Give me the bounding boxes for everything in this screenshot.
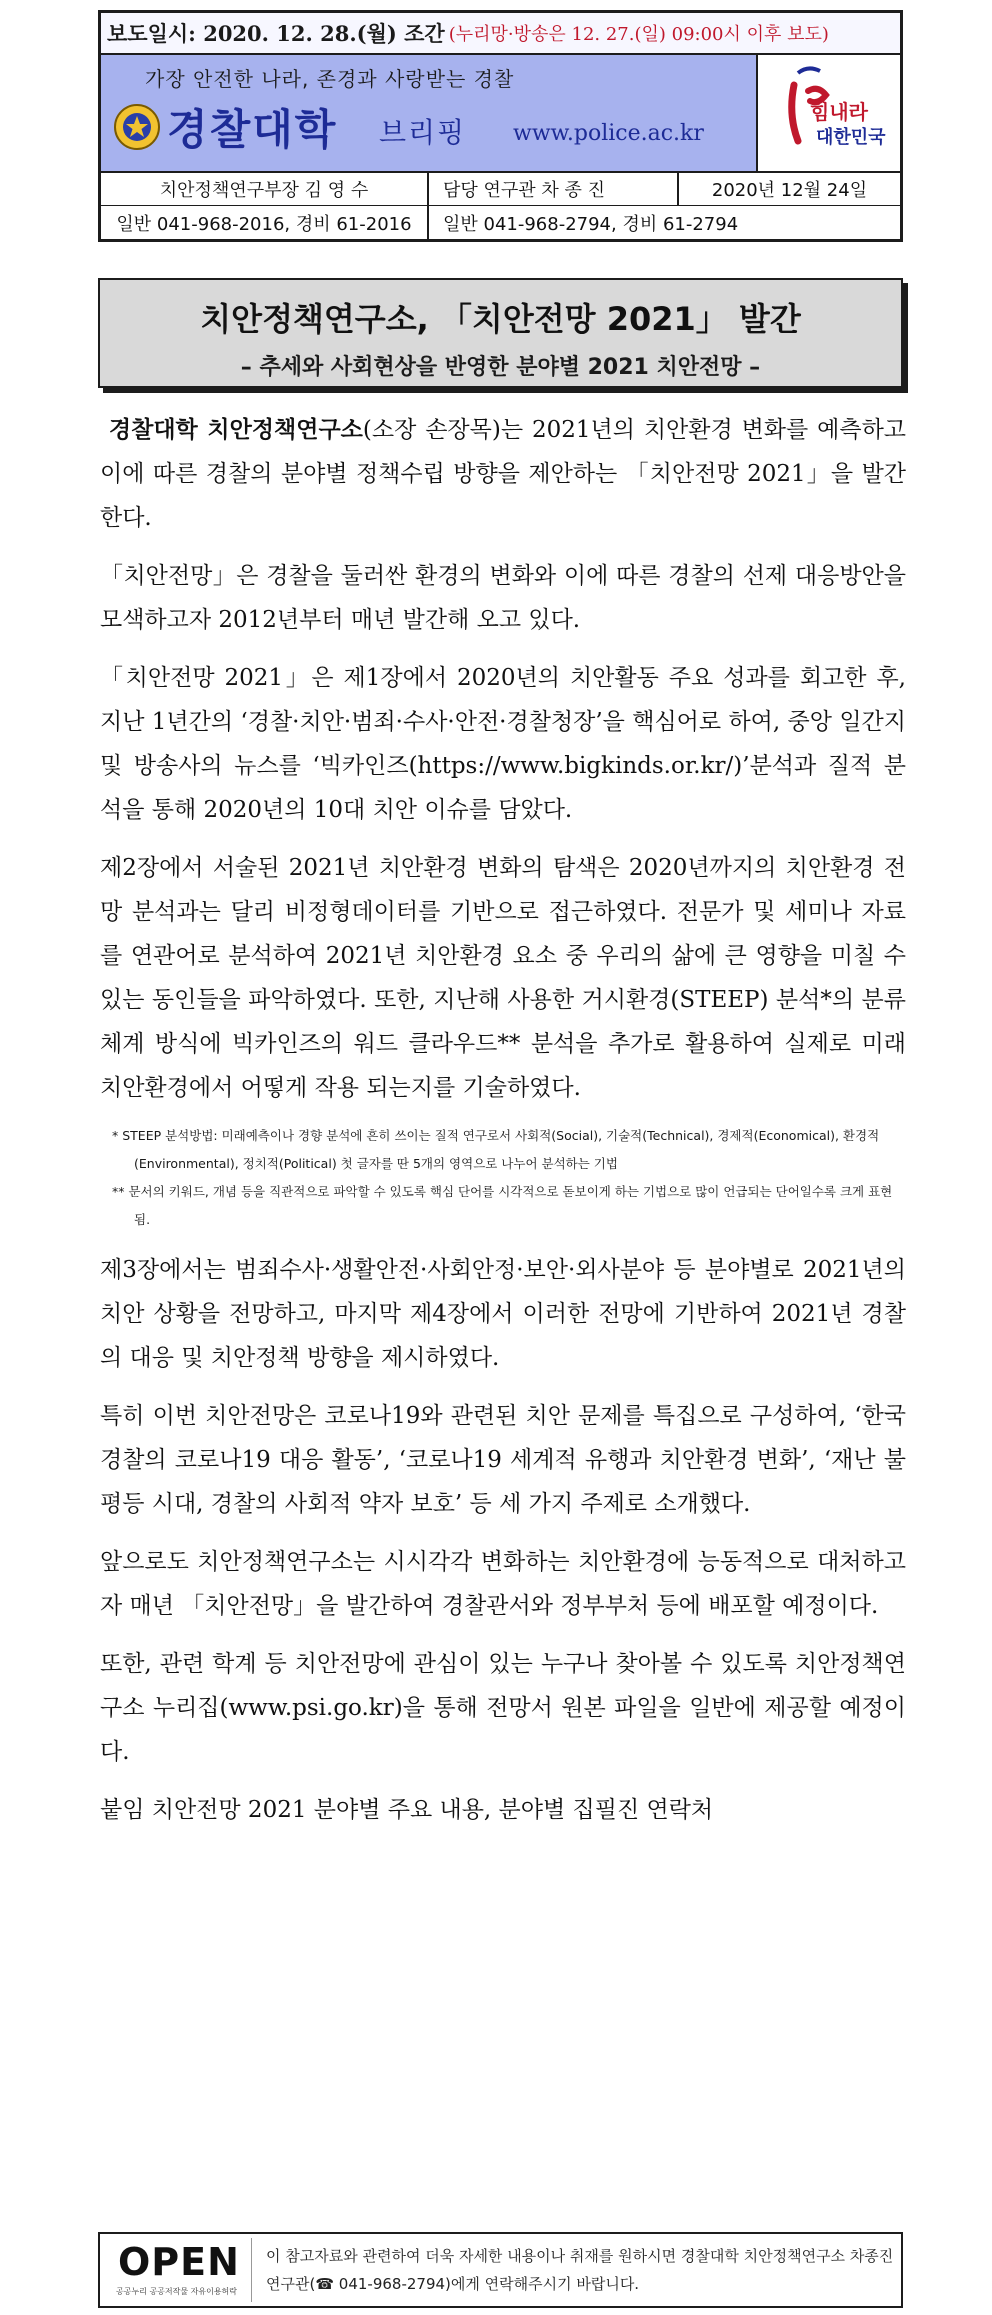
footnote-1: * STEEP 분석방법: 미래예측이나 경향 분석에 흔히 쓰이는 질적 연구로서 사회적(Social), 기술적(Technical), 경제적(Economical), 환경적(Environmental), 정치적(Political) 첫 글자를 딴 5개의 영역으로 나누어 분석하는 기법: [112, 1128, 880, 1171]
open-logo-word: OPEN: [118, 2240, 240, 2284]
press-header: [98, 10, 903, 242]
brand-subtitle: 브리핑: [379, 116, 467, 149]
officer-phone: 일반 041-968-2794, 경비 61-2794: [443, 213, 739, 235]
logo-text-bottom: 대한민국: [816, 127, 886, 148]
brand-banner: [101, 55, 900, 173]
officer-column: [429, 173, 900, 239]
footer-box: [98, 2232, 903, 2308]
paragraph-5: 제3장에서는 범죄수사·생활안전·사회안정·보안·외사분야 등 분야별로 2021년의 치안 상황을 전망하고, 마지막 제4장에서 이러한 전망에 기반하여 2021년 경찰의 대응 및 치안정책 방향을 제시하였다.: [100, 1257, 906, 1371]
campaign-logo-image: [758, 55, 898, 169]
director-column: [101, 173, 429, 239]
paragraph-1: [100, 408, 906, 540]
slogan: 가장 안전한 나라, 존경과 사랑받는 경찰: [145, 67, 515, 91]
director-name: 치안정책연구부장 김 영 수: [101, 173, 427, 206]
release-line: [101, 13, 900, 55]
officer-row: [429, 173, 900, 206]
paragraph-1-lead: 경찰대학 치안정책연구소: [108, 416, 363, 443]
attachment-line: 붙임 치안전망 2021 분야별 주요 내용, 분야별 집필진 연락처: [100, 1797, 714, 1823]
footer-contact-text: 이 참고자료와 관련하여 더욱 자세한 내용이나 취재를 원하시면 경찰대학 치안정책연구소 차종진 연구관(☎ 041-968-2794)에게 연락해주시기 바랍니다.: [266, 2247, 894, 2293]
banner-blue-area: [101, 55, 758, 171]
subheadline: – 추세와 사회현상을 반영한 분야별 2021 치안전망 –: [240, 355, 761, 380]
release-note: (누리망·방송은 12. 27.(일) 09:00시 이후 보도): [448, 24, 829, 45]
website-url[interactable]: www.police.ac.kr: [513, 121, 704, 146]
police-emblem-icon: [113, 103, 161, 151]
footnote-2: ** 문서의 키워드, 개념 등을 직관적으로 파악할 수 있도록 핵심 단어를 시각적으로 돋보이게 하는 기법으로 많이 언급되는 단어일수록 크게 표현됨.: [112, 1184, 893, 1227]
headline: 치안정책연구소, 「치안전망 2021」 발간: [200, 300, 801, 338]
paragraph-7: 앞으로도 치안정책연구소는 시시각각 변화하는 치안환경에 능동적으로 대처하고자 매년 「치안전망」을 발간하여 경찰관서와 정부부처 등에 배포할 예정이다.: [100, 1549, 906, 1619]
brand-name: 경찰대학: [167, 105, 338, 154]
paragraph-1-text: (소장 손장목)는 2021년의 치안환경 변화를 예측하고 이에 따른 경찰의 분야별 정책수립 방향을 제안하는 「치안전망 2021」을 발간한다.: [100, 417, 907, 531]
issue-date: 2020년 12월 24일: [677, 173, 900, 205]
paragraph-2: 「치안전망」은 경찰을 둘러싼 환경의 변화와 이에 따른 경찰의 선제 대응방안을 모색하고자 2012년부터 매년 발간해 오고 있다.: [100, 563, 906, 633]
paragraph-6: 특히 이번 치안전망은 코로나19와 관련된 치안 문제를 특집으로 구성하여, ‘한국 경찰의 코로나19 대응 활동’, ‘코로나19 세계적 유행과 치안환경 변화’, ‘재난 불평등 시대, 경찰의 사회적 약자 보호’ 등 세 가지 주제로 소개했다.: [100, 1403, 906, 1517]
article-body: [100, 408, 906, 1832]
open-logo-caption: 공공누리 공공저작물 자유이용허락: [116, 2287, 238, 2296]
paragraph-8: 또한, 관련 학계 등 치안전망에 관심이 있는 누구나 찾아볼 수 있도록 치안정책연구소 누리집(www.psi.go.kr)을 통해 전망서 원본 파일을 일반에 제공할 예정이다.: [100, 1651, 906, 1765]
headline-box: [98, 278, 903, 388]
director-phone: 일반 041-968-2016, 경비 61-2016: [116, 213, 412, 235]
paragraph-3: 「치안전망 2021」은 제1장에서 2020년의 치안활동 주요 성과를 회고한 후, 지난 1년간의 ‘경찰·치안·범죄·수사·안전·경찰청장’을 핵심어로 하여, 중앙 일간지 및 방송사의 뉴스를 ‘빅카인즈(https://www.bigkinds.or.kr/)’분석과 질적 분석을 통해 2020년의 10대 치안 이슈를 담았다.: [100, 665, 906, 823]
open-license-logo: [112, 2238, 252, 2302]
officer-name: 담당 연구관 차 종 진: [443, 180, 605, 201]
footnotes: [100, 1122, 906, 1234]
logo-text-top: 힘내라: [810, 100, 868, 124]
paragraph-4: 제2장에서 서술된 2021년 치안환경 변화의 탐색은 2020년까지의 치안환경 전망 분석과는 달리 비정형데이터를 기반으로 접근하였다. 전문가 및 세미나 자료를 연관어로 분석하여 2021년 치안환경 요소 중 우리의 삶에 큰 영향을 미칠 수 있는 동인들을 파악하였다. 또한, 지난해 사용한 거시환경(STEEP) 분석*의 분류체계 방식에 빅카인즈의 워드 클라우드** 분석을 추가로 활용하여 실제로 미래 치안환경에서 어떻게 작용 되는지를 기술하였다.: [100, 855, 906, 1101]
campaign-logo: [758, 55, 900, 171]
contact-table: [101, 173, 900, 239]
release-date: 보도일시: 2020. 12. 28.(월) 조간: [107, 21, 445, 46]
